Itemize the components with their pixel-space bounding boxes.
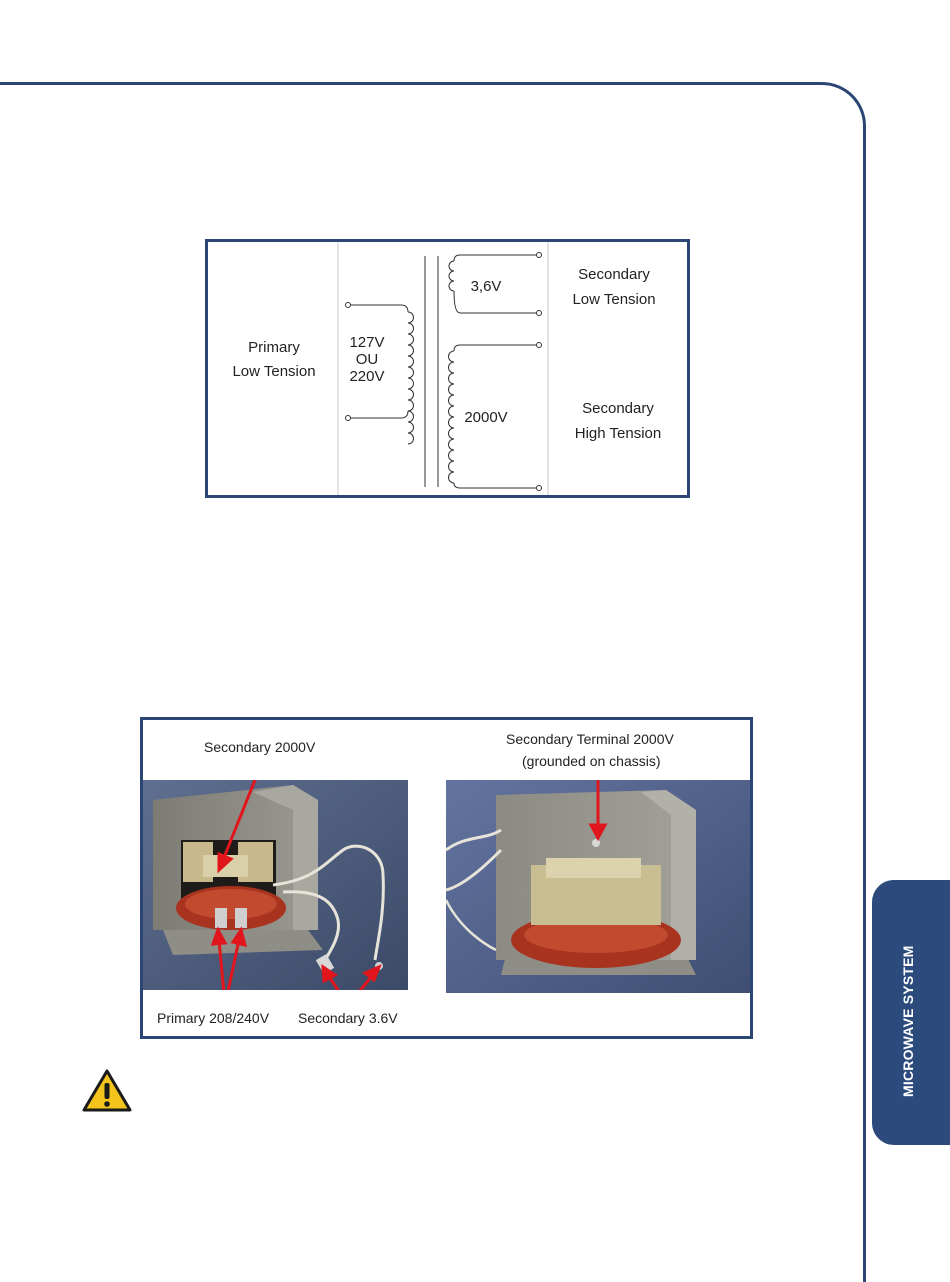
right-top-label-line1: Secondary Terminal 2000V xyxy=(506,731,674,747)
secondary-low-voltage: 3,6V xyxy=(470,278,502,295)
transformer-photo-back xyxy=(446,780,750,993)
primary-voltage-line2: OU xyxy=(355,351,379,368)
primary-voltage-line3: 220V xyxy=(349,368,385,385)
secondary-high-label-line1: Secondary xyxy=(582,400,654,417)
warning-triangle-icon xyxy=(82,1068,132,1113)
transformer-photos-panel xyxy=(140,717,753,1039)
transformer-photo-front xyxy=(143,780,408,990)
left-top-label: Secondary 2000V xyxy=(204,739,316,755)
primary-voltage-line1: 127V xyxy=(349,334,385,351)
secondary-low-label-line2: Low Tension xyxy=(572,291,656,308)
section-side-tab-label: MICROWAVE SYSTEM xyxy=(900,945,916,1097)
transformer-schematic xyxy=(205,239,690,498)
secondary-high-voltage: 2000V xyxy=(464,409,508,426)
secondary-high-label-line2: High Tension xyxy=(574,425,662,442)
left-bottom-label-secondary: Secondary 3.6V xyxy=(298,1010,398,1026)
right-top-label-line2: (grounded on chassis) xyxy=(522,753,661,769)
schematic-drawing xyxy=(208,242,687,495)
left-bottom-label-primary: Primary 208/240V xyxy=(157,1010,270,1026)
primary-label-line1: Primary xyxy=(248,339,300,356)
secondary-low-label-line1: Secondary xyxy=(578,266,650,283)
primary-label-line2: Low Tension xyxy=(232,363,316,380)
